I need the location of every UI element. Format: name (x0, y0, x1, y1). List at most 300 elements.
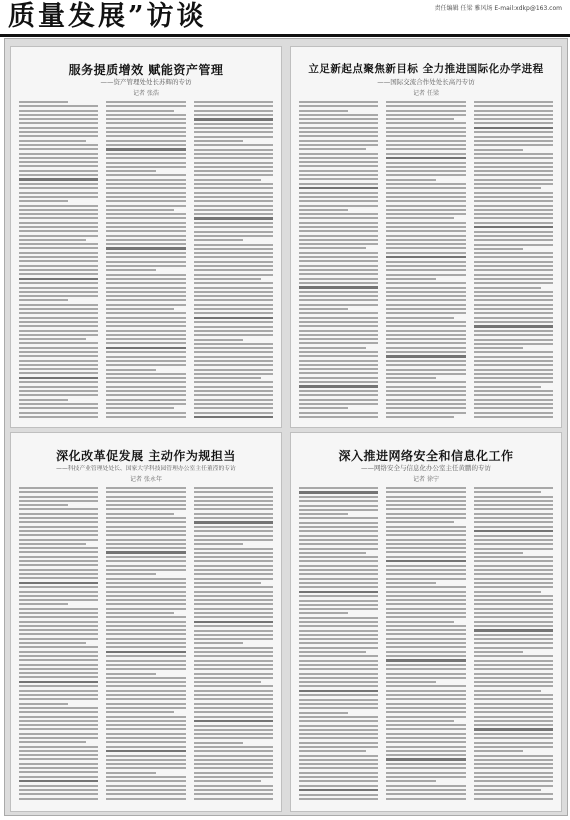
text-line (19, 703, 68, 705)
text-line (386, 513, 465, 515)
text-line (474, 496, 553, 498)
text-line (194, 793, 273, 795)
text-line (19, 646, 98, 648)
text-line (106, 487, 185, 489)
text-line (106, 226, 185, 228)
text-line (299, 668, 378, 670)
text-line (19, 707, 98, 709)
text-line (106, 162, 185, 164)
text-line (299, 355, 378, 357)
text-line (19, 122, 98, 124)
text-line (194, 530, 273, 532)
text-line (299, 317, 378, 319)
text-line (194, 386, 273, 388)
text-line (106, 140, 185, 142)
text-line (474, 759, 553, 761)
text-line (194, 192, 273, 194)
text-line (106, 304, 185, 306)
text-line (194, 110, 273, 112)
text-line (194, 222, 273, 224)
text-line (299, 573, 378, 575)
text-line (194, 556, 273, 558)
text-line (386, 591, 465, 593)
text-line (386, 166, 465, 168)
text-line (106, 274, 185, 276)
text-line (106, 351, 185, 353)
text-line (474, 157, 553, 159)
text-line (106, 612, 173, 614)
text-line (474, 222, 553, 224)
text-line (194, 170, 273, 172)
text-line (474, 381, 553, 383)
text-line (19, 386, 98, 388)
text-line (474, 179, 553, 181)
article-panel (290, 46, 562, 428)
text-line (474, 407, 553, 409)
text-line (194, 513, 273, 515)
article-body (19, 487, 273, 805)
text-line (299, 205, 378, 207)
text-line (386, 720, 453, 722)
text-line (299, 582, 378, 584)
text-line (19, 771, 98, 773)
text-line (299, 153, 378, 155)
text-line (299, 347, 366, 349)
text-line (19, 625, 98, 627)
text-line (106, 780, 185, 782)
text-line (474, 308, 553, 310)
text-line (299, 330, 378, 332)
text-line (299, 638, 378, 640)
text-line (474, 698, 553, 700)
text-line (19, 521, 98, 523)
text-line (474, 162, 553, 164)
text-line (386, 386, 465, 388)
text-line (106, 616, 185, 618)
text-line (386, 599, 465, 601)
text-line (386, 707, 465, 709)
text-line (386, 642, 465, 644)
text-line (386, 534, 465, 536)
text-line (194, 399, 273, 401)
text-line (299, 187, 378, 189)
text-line (386, 595, 465, 597)
text-line (106, 556, 185, 558)
text-line (299, 655, 378, 657)
text-line (19, 741, 86, 743)
text-line (194, 287, 273, 289)
text-line (106, 105, 185, 107)
text-line (474, 599, 553, 601)
text-line (386, 291, 465, 293)
text-line (386, 110, 465, 112)
text-line (19, 308, 98, 310)
text-line (106, 213, 185, 215)
text-line (386, 144, 465, 146)
text-line (194, 655, 273, 657)
text-line (299, 192, 378, 194)
text-line (386, 677, 465, 679)
text-line (194, 759, 273, 761)
text-line (474, 369, 553, 371)
text-line (386, 308, 465, 310)
text-line (474, 256, 553, 258)
text-line (106, 720, 185, 722)
text-line (474, 325, 553, 327)
text-line (386, 403, 465, 405)
text-line (474, 153, 553, 155)
article-byline: 记者 徐宁 (413, 476, 439, 483)
text-line (194, 711, 273, 713)
text-line (299, 509, 378, 511)
text-line (299, 505, 378, 507)
text-line (386, 135, 465, 137)
text-line (106, 394, 185, 396)
text-line (106, 287, 185, 289)
text-line (299, 226, 378, 228)
text-line (299, 608, 378, 610)
text-line (106, 118, 185, 120)
text-line (474, 504, 553, 506)
text-line (299, 491, 378, 493)
text-line (194, 153, 273, 155)
text-line (19, 412, 98, 414)
text-line (474, 373, 553, 375)
text-line (19, 157, 98, 159)
text-line (106, 655, 185, 657)
text-line (474, 140, 553, 142)
text-line (106, 377, 185, 379)
text-line (106, 517, 185, 519)
text-line (194, 733, 273, 735)
text-line (19, 291, 98, 293)
text-line (106, 170, 155, 172)
text-line (299, 487, 378, 489)
text-line (474, 560, 553, 562)
text-line (194, 508, 273, 510)
text-line (386, 196, 465, 198)
text-line (106, 166, 185, 168)
article-byline: 记者 任梁 (413, 90, 439, 97)
text-line (386, 140, 465, 142)
text-line (474, 625, 553, 627)
text-line (19, 192, 98, 194)
text-line (194, 591, 273, 593)
text-line (19, 118, 98, 120)
text-line (474, 677, 553, 679)
text-line (194, 295, 273, 297)
text-line (299, 351, 378, 353)
text-line (19, 170, 98, 172)
text-line (194, 720, 273, 722)
text-line (19, 217, 98, 219)
text-line (194, 664, 273, 666)
text-line (106, 504, 185, 506)
text-line (299, 183, 378, 185)
text-line (474, 548, 553, 550)
text-line (474, 785, 553, 787)
text-line (299, 763, 378, 765)
text-line (106, 521, 185, 523)
text-line (386, 183, 465, 185)
article-subhead: ——国际交流合作处处长高丹专访 (377, 78, 475, 86)
article-subhead: ——网络安全与信息化办公室主任黄鹏的专访 (361, 464, 491, 472)
text-line (474, 780, 553, 782)
text-line (194, 638, 273, 640)
text-line (474, 767, 553, 769)
text-column (474, 101, 553, 421)
text-line (19, 334, 98, 336)
text-line (386, 616, 465, 618)
text-line (194, 239, 243, 241)
article-subhead: ——资产管理处处长苏辉的专访 (100, 78, 192, 86)
text-line (386, 530, 465, 532)
text-column (194, 101, 273, 421)
text-line (299, 165, 378, 167)
text-line (106, 793, 185, 795)
text-line (299, 140, 378, 142)
text-line (194, 716, 273, 718)
text-line (194, 377, 261, 379)
text-line (474, 166, 553, 168)
text-line (299, 235, 378, 237)
text-line (386, 690, 465, 692)
text-line (106, 763, 185, 765)
text-line (474, 543, 553, 545)
text-line (299, 552, 366, 554)
text-line (106, 798, 185, 800)
text-line (19, 140, 86, 142)
text-line (474, 244, 553, 246)
text-line (106, 209, 173, 211)
text-line (386, 416, 453, 418)
text-line (386, 750, 465, 752)
text-line (474, 681, 553, 683)
text-line (106, 711, 173, 713)
text-line (474, 235, 553, 237)
text-line (194, 673, 273, 675)
article-byline: 记者 张浩 (133, 90, 159, 97)
text-line (386, 578, 465, 580)
text-line (299, 755, 378, 757)
text-line (106, 325, 185, 327)
text-line (474, 390, 553, 392)
text-line (474, 321, 553, 323)
text-line (299, 604, 378, 606)
text-line (299, 325, 378, 327)
text-line (194, 521, 273, 523)
text-line (474, 508, 553, 510)
text-line (194, 742, 243, 744)
text-line (194, 244, 273, 246)
text-line (19, 642, 86, 644)
text-line (474, 664, 553, 666)
text-line (299, 548, 378, 550)
text-line (299, 291, 378, 293)
text-line (299, 660, 378, 662)
text-line (386, 508, 465, 510)
text-line (19, 582, 98, 584)
text-line (106, 789, 185, 791)
text-line (19, 694, 98, 696)
text-line (299, 586, 378, 588)
text-line (474, 668, 553, 670)
text-line (299, 304, 378, 306)
text-line (19, 551, 98, 553)
text-line (194, 136, 273, 138)
text-line (386, 754, 465, 756)
text-line (299, 690, 378, 692)
text-line (106, 586, 185, 588)
text-line (194, 209, 273, 211)
text-line (474, 282, 553, 284)
text-line (386, 625, 465, 627)
text-line (299, 230, 378, 232)
text-line (106, 256, 185, 258)
text-line (299, 496, 378, 498)
text-line (106, 347, 185, 349)
text-column (386, 487, 465, 805)
text-line (299, 535, 378, 537)
text-line (19, 403, 98, 405)
text-line (106, 595, 185, 597)
text-line (299, 338, 378, 340)
text-line (194, 621, 273, 623)
text-line (474, 513, 553, 515)
text-line (19, 325, 98, 327)
text-line (386, 373, 465, 375)
text-line (19, 114, 98, 116)
text-line (474, 170, 553, 172)
text-line (299, 122, 378, 124)
text-line (106, 767, 185, 769)
text-line (194, 552, 273, 554)
text-line (386, 500, 465, 502)
text-line (386, 621, 453, 623)
text-line (106, 526, 185, 528)
text-line (194, 403, 273, 405)
text-line (194, 360, 273, 362)
text-line (474, 556, 553, 558)
text-line (386, 187, 465, 189)
text-line (19, 599, 98, 601)
text-line (194, 763, 273, 765)
text-line (299, 256, 378, 258)
text-line (474, 412, 553, 414)
text-line (386, 261, 465, 263)
text-line (19, 153, 98, 155)
text-line (299, 278, 378, 280)
text-line (19, 698, 98, 700)
text-line (19, 342, 98, 344)
text-line (474, 144, 553, 146)
text-line (474, 616, 553, 618)
text-line (386, 342, 465, 344)
text-line (474, 746, 553, 748)
text-line (299, 243, 378, 245)
article-subhead: ——科技产业管理处处长、国家大学科技园管理办公室主任董滢的专访 (56, 466, 236, 472)
text-line (474, 552, 523, 554)
text-line (106, 746, 185, 748)
text-line (19, 148, 98, 150)
text-line (106, 534, 185, 536)
text-line (19, 603, 68, 605)
text-line (299, 312, 378, 314)
text-line (19, 728, 98, 730)
text-line (386, 539, 465, 541)
text-line (19, 547, 98, 549)
text-line (474, 231, 553, 233)
text-line (19, 101, 68, 103)
text-line (19, 161, 98, 163)
text-line (19, 165, 98, 167)
text-line (106, 222, 185, 224)
text-line (19, 105, 98, 107)
text-line (194, 205, 273, 207)
text-line (194, 304, 273, 306)
text-line (19, 633, 98, 635)
text-line (106, 157, 185, 159)
text-line (106, 243, 185, 245)
article-panel (10, 46, 282, 428)
text-line (194, 651, 273, 653)
text-line (19, 629, 98, 631)
text-line (386, 724, 465, 726)
text-line (299, 767, 378, 769)
text-line (386, 360, 465, 362)
text-line (19, 595, 98, 597)
text-line (106, 183, 185, 185)
text-line (194, 369, 273, 371)
text-line (106, 416, 185, 418)
text-line (106, 321, 185, 323)
text-line (19, 377, 98, 379)
text-line (474, 261, 553, 263)
text-line (194, 347, 273, 349)
text-line (386, 278, 435, 280)
text-line (299, 625, 378, 627)
text-line (474, 386, 541, 388)
text-line (386, 153, 465, 155)
text-line (386, 659, 465, 661)
text-line (106, 390, 185, 392)
text-line (299, 526, 378, 528)
text-line (299, 673, 378, 675)
text-line (474, 213, 553, 215)
text-line (106, 681, 185, 683)
text-line (106, 543, 185, 545)
text-line (299, 399, 378, 401)
text-line (299, 699, 378, 701)
text-line (106, 690, 185, 692)
text-line (299, 364, 378, 366)
text-line (299, 703, 378, 705)
text-line (19, 196, 98, 198)
text-line (106, 741, 185, 743)
text-line (19, 265, 98, 267)
text-line (106, 707, 185, 709)
text-line (386, 767, 465, 769)
text-line (194, 487, 273, 489)
text-line (474, 394, 553, 396)
text-line (386, 789, 465, 791)
text-line (299, 772, 378, 774)
text-line (106, 334, 185, 336)
text-line (299, 265, 378, 267)
text-line (474, 755, 553, 757)
text-line (194, 504, 273, 506)
text-line (386, 282, 465, 284)
